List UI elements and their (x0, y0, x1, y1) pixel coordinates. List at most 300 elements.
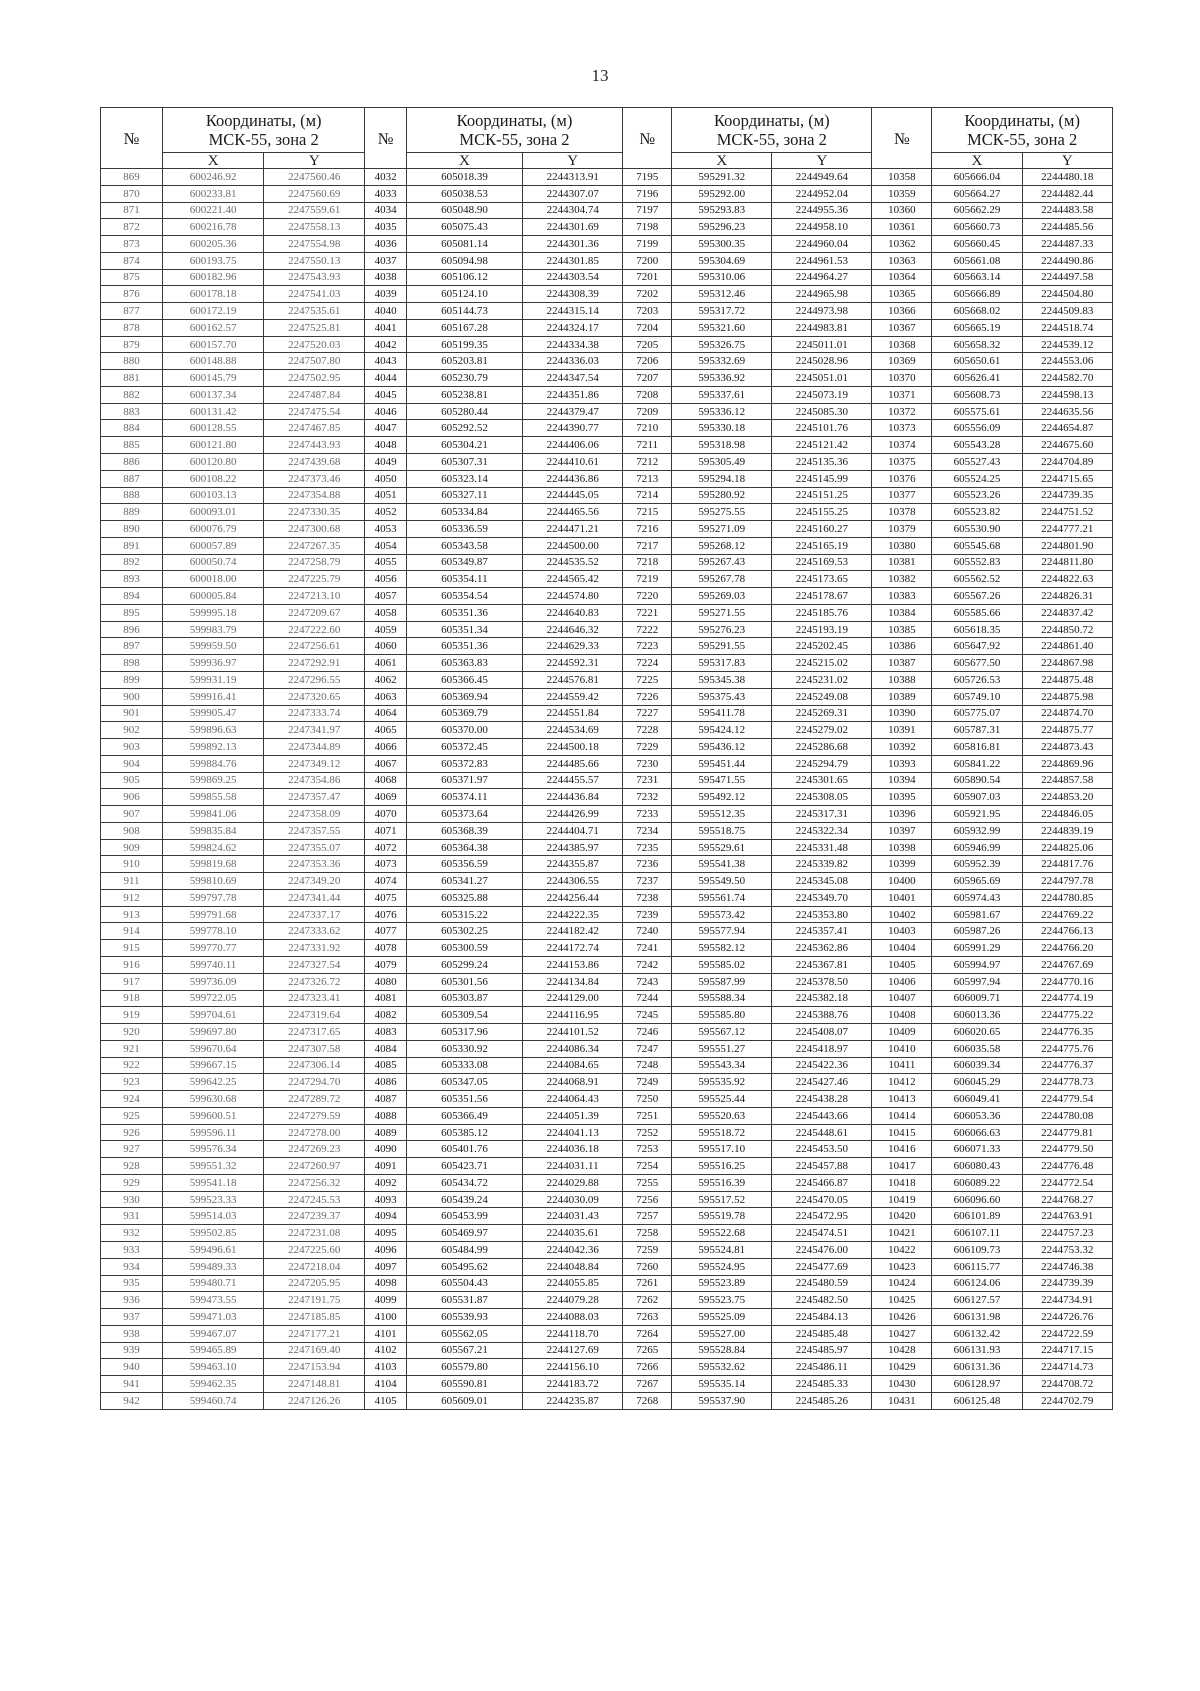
table-row (101, 386, 1113, 403)
coordinates-title: Координаты, (м) (456, 111, 573, 130)
coord-y-cell: 2244445.05 (523, 487, 623, 504)
table-row (101, 940, 1113, 957)
coord-x-cell: 605552.83 (932, 554, 1022, 571)
coord-x-cell: 599496.61 (163, 1242, 264, 1259)
table-row (101, 1225, 1113, 1242)
point-number-cell: 7244 (623, 990, 672, 1007)
point-number-cell: 4071 (365, 822, 406, 839)
point-number-cell: 10389 (872, 688, 932, 705)
coord-y-cell: 2247258.79 (264, 554, 365, 571)
coord-y-cell: 2245011.01 (772, 336, 872, 353)
coord-x-cell: 606128.97 (932, 1376, 1022, 1393)
point-number-cell: 4038 (365, 269, 406, 286)
coord-x-cell: 599722.05 (163, 990, 264, 1007)
coord-x-cell: 605325.88 (406, 889, 522, 906)
coord-x-cell: 605369.79 (406, 705, 522, 722)
coord-x-cell: 605347.05 (406, 1074, 522, 1091)
point-number-cell: 7259 (623, 1242, 672, 1259)
coord-y-cell: 2247443.93 (264, 437, 365, 454)
point-number-cell: 913 (101, 906, 163, 923)
coord-x-cell: 605787.31 (932, 722, 1022, 739)
coord-x-cell: 595529.61 (672, 839, 772, 856)
coord-y-cell: 2247306.14 (264, 1057, 365, 1074)
coord-y-cell: 2244983.81 (772, 319, 872, 336)
point-number-cell: 4104 (365, 1376, 406, 1393)
coord-y-cell: 2244485.56 (1022, 219, 1112, 236)
point-number-cell: 10407 (872, 990, 932, 1007)
coord-x-cell: 599462.35 (163, 1376, 264, 1393)
point-number-cell: 4051 (365, 487, 406, 504)
coord-x-cell: 605504.43 (406, 1275, 522, 1292)
point-number-cell: 4074 (365, 873, 406, 890)
coord-y-cell: 2244301.36 (523, 236, 623, 253)
point-number-cell: 881 (101, 370, 163, 387)
coord-y-cell: 2244235.87 (523, 1392, 623, 1409)
table-row (101, 604, 1113, 621)
coord-y-cell: 2244347.54 (523, 370, 623, 387)
coord-x-cell: 605370.00 (406, 722, 522, 739)
point-number-cell: 7255 (623, 1174, 672, 1191)
coord-x-cell: 605292.52 (406, 420, 522, 437)
coord-y-cell: 2244455.57 (523, 772, 623, 789)
point-number-cell: 10375 (872, 454, 932, 471)
coord-x-cell: 605932.99 (932, 822, 1022, 839)
coord-y-cell: 2247307.58 (264, 1040, 365, 1057)
coord-y-cell: 2244301.69 (523, 219, 623, 236)
coord-x-cell: 595330.18 (672, 420, 772, 437)
point-number-cell: 10378 (872, 504, 932, 521)
coord-x-cell: 599770.77 (163, 940, 264, 957)
coord-y-cell: 2244036.18 (523, 1141, 623, 1158)
coord-x-cell: 600145.79 (163, 370, 264, 387)
point-number-cell: 4097 (365, 1258, 406, 1275)
coord-y-cell: 2244303.54 (523, 269, 623, 286)
coord-y-cell: 2244704.89 (1022, 454, 1112, 471)
coord-x-cell: 599704.61 (163, 1007, 264, 1024)
coord-x-cell: 600005.84 (163, 588, 264, 605)
table-body (101, 169, 1113, 1410)
coord-y-cell: 2247507.80 (264, 353, 365, 370)
coord-x-cell: 599551.32 (163, 1158, 264, 1175)
point-number-cell: 4057 (365, 588, 406, 605)
point-number-cell: 4087 (365, 1091, 406, 1108)
point-number-cell: 10406 (872, 973, 932, 990)
coord-y-cell: 2244598.13 (1022, 386, 1112, 403)
coord-y-cell: 2245476.00 (772, 1242, 872, 1259)
point-number-cell: 910 (101, 856, 163, 873)
point-number-cell: 7257 (623, 1208, 672, 1225)
coord-y-cell: 2244088.03 (523, 1309, 623, 1326)
table-row (101, 739, 1113, 756)
point-number-cell: 7252 (623, 1124, 672, 1141)
point-number-cell: 7232 (623, 789, 672, 806)
point-number-cell: 4064 (365, 705, 406, 722)
point-number-cell: 7210 (623, 420, 672, 437)
table-row (101, 705, 1113, 722)
coord-x-cell: 595588.34 (672, 990, 772, 1007)
point-number-cell: 4045 (365, 386, 406, 403)
coord-y-cell: 2247330.35 (264, 504, 365, 521)
table-row (101, 403, 1113, 420)
point-number-cell: 7237 (623, 873, 672, 890)
point-number-cell: 4099 (365, 1292, 406, 1309)
point-number-cell: 908 (101, 822, 163, 839)
coord-y-cell: 2247487.84 (264, 386, 365, 403)
point-number-cell: 10386 (872, 638, 932, 655)
coord-x-cell: 599667.15 (163, 1057, 264, 1074)
coord-x-cell: 605921.95 (932, 806, 1022, 823)
coord-x-cell: 605081.14 (406, 236, 522, 253)
coord-x-cell: 599463.10 (163, 1359, 264, 1376)
table-row (101, 889, 1113, 906)
coord-x-cell: 595310.06 (672, 269, 772, 286)
point-number-cell: 10398 (872, 839, 932, 856)
coord-x-cell: 595451.44 (672, 755, 772, 772)
coord-x-cell: 599835.84 (163, 822, 264, 839)
coord-y-cell: 2244875.98 (1022, 688, 1112, 705)
coord-y-cell: 2244582.70 (1022, 370, 1112, 387)
point-number-cell: 10424 (872, 1275, 932, 1292)
point-number-cell: 4050 (365, 470, 406, 487)
coord-x-cell: 595275.55 (672, 504, 772, 521)
point-number-cell: 7207 (623, 370, 672, 387)
coord-y-cell: 2244958.10 (772, 219, 872, 236)
coord-y-cell: 2244404.71 (523, 822, 623, 839)
coord-y-cell: 2244801.90 (1022, 537, 1112, 554)
coord-y-cell: 2244465.56 (523, 504, 623, 521)
table-row (101, 1275, 1113, 1292)
coord-x-cell: 595271.55 (672, 604, 772, 621)
point-number-cell: 898 (101, 655, 163, 672)
point-number-cell: 4065 (365, 722, 406, 739)
point-number-cell: 7198 (623, 219, 672, 236)
coord-y-cell: 2244535.52 (523, 554, 623, 571)
coord-x-cell: 595512.35 (672, 806, 772, 823)
coord-x-cell: 600216.78 (163, 219, 264, 236)
coord-x-cell: 605666.04 (932, 169, 1022, 186)
point-number-cell: 882 (101, 386, 163, 403)
point-number-cell: 900 (101, 688, 163, 705)
coord-x-cell: 595336.12 (672, 403, 772, 420)
coord-y-cell: 2245101.76 (772, 420, 872, 437)
column-header-x: X (672, 153, 772, 169)
coord-y-cell: 2244592.31 (523, 655, 623, 672)
coord-y-cell: 2244857.58 (1022, 772, 1112, 789)
coord-x-cell: 599502.85 (163, 1225, 264, 1242)
coord-y-cell: 2244334.38 (523, 336, 623, 353)
coord-x-cell: 605439.24 (406, 1191, 522, 1208)
coord-x-cell: 595492.12 (672, 789, 772, 806)
point-number-cell: 10411 (872, 1057, 932, 1074)
coord-y-cell: 2245486.11 (772, 1359, 872, 1376)
point-number-cell: 10392 (872, 739, 932, 756)
table-row (101, 303, 1113, 320)
coord-y-cell: 2244256.44 (523, 889, 623, 906)
point-number-cell: 10397 (872, 822, 932, 839)
point-number-cell: 7249 (623, 1074, 672, 1091)
point-number-cell: 10366 (872, 303, 932, 320)
coord-x-cell: 605302.25 (406, 923, 522, 940)
coord-y-cell: 2247550.13 (264, 252, 365, 269)
point-number-cell: 7240 (623, 923, 672, 940)
point-number-cell: 10391 (872, 722, 932, 739)
point-number-cell: 7219 (623, 571, 672, 588)
coord-x-cell: 605523.82 (932, 504, 1022, 521)
coord-y-cell: 2244436.86 (523, 470, 623, 487)
coord-y-cell: 2247245.53 (264, 1191, 365, 1208)
coord-x-cell: 606131.98 (932, 1309, 1022, 1326)
point-number-cell: 7233 (623, 806, 672, 823)
point-number-cell: 4048 (365, 437, 406, 454)
coord-x-cell: 605545.68 (932, 537, 1022, 554)
coord-x-cell: 605665.19 (932, 319, 1022, 336)
point-number-cell: 7234 (623, 822, 672, 839)
point-number-cell: 7247 (623, 1040, 672, 1057)
point-number-cell: 4094 (365, 1208, 406, 1225)
coord-x-cell: 595280.92 (672, 487, 772, 504)
coord-y-cell: 2247205.95 (264, 1275, 365, 1292)
coord-y-cell: 2247300.68 (264, 521, 365, 538)
point-number-cell: 4040 (365, 303, 406, 320)
coord-x-cell: 600205.36 (163, 236, 264, 253)
coord-x-cell: 606127.57 (932, 1292, 1022, 1309)
point-number-cell: 930 (101, 1191, 163, 1208)
coord-x-cell: 599855.58 (163, 789, 264, 806)
coord-y-cell: 2247543.93 (264, 269, 365, 286)
coord-y-cell: 2244964.27 (772, 269, 872, 286)
coord-x-cell: 599905.47 (163, 705, 264, 722)
point-number-cell: 4075 (365, 889, 406, 906)
coord-x-cell: 605075.43 (406, 219, 522, 236)
point-number-cell: 4080 (365, 973, 406, 990)
point-number-cell: 10384 (872, 604, 932, 621)
column-header-coordinates (932, 108, 1113, 153)
point-number-cell: 10387 (872, 655, 932, 672)
coord-y-cell: 2247153.94 (264, 1359, 365, 1376)
coord-y-cell: 2244770.16 (1022, 973, 1112, 990)
point-number-cell: 4063 (365, 688, 406, 705)
coord-x-cell: 605303.87 (406, 990, 522, 1007)
coord-y-cell: 2247341.97 (264, 722, 365, 739)
coord-y-cell: 2244055.85 (523, 1275, 623, 1292)
coord-x-cell: 605315.22 (406, 906, 522, 923)
coord-x-cell: 606115.77 (932, 1258, 1022, 1275)
coord-x-cell: 605527.43 (932, 454, 1022, 471)
coord-y-cell: 2245051.01 (772, 370, 872, 387)
coord-x-cell: 605330.92 (406, 1040, 522, 1057)
coord-y-cell: 2247349.20 (264, 873, 365, 890)
table-row (101, 655, 1113, 672)
table-row (101, 1309, 1113, 1326)
coord-x-cell: 599460.74 (163, 1392, 264, 1409)
coord-y-cell: 2244471.21 (523, 521, 623, 538)
coord-x-cell: 606125.48 (932, 1392, 1022, 1409)
coord-x-cell: 605144.73 (406, 303, 522, 320)
coord-y-cell: 2247231.08 (264, 1225, 365, 1242)
point-number-cell: 4047 (365, 420, 406, 437)
coord-x-cell: 599892.13 (163, 739, 264, 756)
coord-x-cell: 595525.09 (672, 1309, 772, 1326)
coord-x-cell: 600157.70 (163, 336, 264, 353)
coord-x-cell: 605167.28 (406, 319, 522, 336)
point-number-cell: 7205 (623, 336, 672, 353)
table-row (101, 973, 1113, 990)
point-number-cell: 877 (101, 303, 163, 320)
coord-y-cell: 2245339.82 (772, 856, 872, 873)
point-number-cell: 923 (101, 1074, 163, 1091)
point-number-cell: 7256 (623, 1191, 672, 1208)
coord-x-cell: 595436.12 (672, 739, 772, 756)
coord-x-cell: 605647.92 (932, 638, 1022, 655)
point-number-cell: 7200 (623, 252, 672, 269)
point-number-cell: 935 (101, 1275, 163, 1292)
coord-x-cell: 605609.01 (406, 1392, 522, 1409)
point-number-cell: 4076 (365, 906, 406, 923)
point-number-cell: 7222 (623, 621, 672, 638)
header-row-axes (101, 153, 1113, 169)
coord-y-cell: 2245357.41 (772, 923, 872, 940)
point-number-cell: 4055 (365, 554, 406, 571)
coord-x-cell: 599697.80 (163, 1024, 264, 1041)
coord-x-cell: 605371.97 (406, 772, 522, 789)
point-number-cell: 920 (101, 1024, 163, 1041)
coord-y-cell: 2245470.05 (772, 1191, 872, 1208)
point-number-cell: 10362 (872, 236, 932, 253)
coord-y-cell: 2245028.96 (772, 353, 872, 370)
coord-y-cell: 2245418.97 (772, 1040, 872, 1057)
table-row (101, 370, 1113, 387)
coord-x-cell: 599959.50 (163, 638, 264, 655)
coord-x-cell: 605203.81 (406, 353, 522, 370)
coord-x-cell: 605301.56 (406, 973, 522, 990)
coord-x-cell: 606035.58 (932, 1040, 1022, 1057)
table-row (101, 822, 1113, 839)
coord-y-cell: 2245453.50 (772, 1141, 872, 1158)
point-number-cell: 4056 (365, 571, 406, 588)
coord-x-cell: 595537.90 (672, 1392, 772, 1409)
point-number-cell: 933 (101, 1242, 163, 1259)
point-number-cell: 870 (101, 185, 163, 202)
coord-y-cell: 2245151.25 (772, 487, 872, 504)
page-number: 13 (591, 66, 609, 85)
point-number-cell: 4068 (365, 772, 406, 789)
coord-y-cell: 2247296.55 (264, 671, 365, 688)
point-number-cell: 7218 (623, 554, 672, 571)
point-number-cell: 7262 (623, 1292, 672, 1309)
coord-x-cell: 605556.09 (932, 420, 1022, 437)
coord-y-cell: 2244500.00 (523, 537, 623, 554)
point-number-cell: 7228 (623, 722, 672, 739)
coord-x-cell: 605562.05 (406, 1325, 522, 1342)
table-row (101, 420, 1113, 437)
point-number-cell: 10422 (872, 1242, 932, 1259)
point-number-cell: 10363 (872, 252, 932, 269)
point-number-cell: 10427 (872, 1325, 932, 1342)
point-number-cell: 10402 (872, 906, 932, 923)
coord-y-cell: 2244853.20 (1022, 789, 1112, 806)
coord-y-cell: 2245249.08 (772, 688, 872, 705)
coord-x-cell: 605280.44 (406, 403, 522, 420)
coord-x-cell: 595524.95 (672, 1258, 772, 1275)
coord-y-cell: 2244379.47 (523, 403, 623, 420)
coord-y-cell: 2245345.08 (772, 873, 872, 890)
coord-x-cell: 599797.78 (163, 889, 264, 906)
coord-x-cell: 599642.25 (163, 1074, 264, 1091)
coord-x-cell: 595267.78 (672, 571, 772, 588)
coord-y-cell: 2244779.81 (1022, 1124, 1112, 1141)
point-number-cell: 10393 (872, 755, 932, 772)
coord-x-cell: 595267.43 (672, 554, 772, 571)
coord-y-cell: 2247520.03 (264, 336, 365, 353)
coord-y-cell: 2244182.42 (523, 923, 623, 940)
table-row (101, 269, 1113, 286)
coord-y-cell: 2245382.18 (772, 990, 872, 1007)
point-number-cell: 4037 (365, 252, 406, 269)
coord-y-cell: 2244551.84 (523, 705, 623, 722)
coord-x-cell: 605579.80 (406, 1359, 522, 1376)
point-number-cell: 919 (101, 1007, 163, 1024)
table-row (101, 1124, 1113, 1141)
coord-y-cell: 2247267.35 (264, 537, 365, 554)
coord-x-cell: 595585.80 (672, 1007, 772, 1024)
point-number-cell: 10394 (872, 772, 932, 789)
point-number-cell: 907 (101, 806, 163, 823)
coord-y-cell: 2245438.28 (772, 1091, 872, 1108)
coord-x-cell: 599778.10 (163, 923, 264, 940)
coord-x-cell: 605423.71 (406, 1158, 522, 1175)
coord-x-cell: 600128.55 (163, 420, 264, 437)
point-number-cell: 7229 (623, 739, 672, 756)
coord-y-cell: 2247357.47 (264, 789, 365, 806)
point-number-cell: 7231 (623, 772, 672, 789)
coord-y-cell: 2245269.31 (772, 705, 872, 722)
point-number-cell: 938 (101, 1325, 163, 1342)
point-number-cell: 871 (101, 202, 163, 219)
coord-y-cell: 2245480.59 (772, 1275, 872, 1292)
point-number-cell: 880 (101, 353, 163, 370)
table-row (101, 236, 1113, 253)
table-row (101, 806, 1113, 823)
coord-x-cell: 599596.11 (163, 1124, 264, 1141)
point-number-cell: 902 (101, 722, 163, 739)
coord-y-cell: 2244708.72 (1022, 1376, 1112, 1393)
table-row (101, 252, 1113, 269)
table-row (101, 688, 1113, 705)
coord-x-cell: 606131.93 (932, 1342, 1022, 1359)
coord-y-cell: 2247148.81 (264, 1376, 365, 1393)
coord-y-cell: 2244574.80 (523, 588, 623, 605)
coord-x-cell: 606053.36 (932, 1107, 1022, 1124)
point-number-cell: 906 (101, 789, 163, 806)
table-row (101, 521, 1113, 538)
table-row (101, 1208, 1113, 1225)
coord-x-cell: 599995.18 (163, 604, 264, 621)
point-number-cell: 4103 (365, 1359, 406, 1376)
coord-x-cell: 605018.39 (406, 169, 522, 186)
point-number-cell: 4033 (365, 185, 406, 202)
coord-y-cell: 2245308.05 (772, 789, 872, 806)
coord-x-cell: 600121.80 (163, 437, 264, 454)
coord-x-cell: 606109.73 (932, 1242, 1022, 1259)
coord-x-cell: 605608.73 (932, 386, 1022, 403)
table-row (101, 1359, 1113, 1376)
point-number-cell: 10385 (872, 621, 932, 638)
coord-x-cell: 599896.63 (163, 722, 264, 739)
point-number-cell: 891 (101, 537, 163, 554)
point-number-cell: 7253 (623, 1141, 672, 1158)
coord-y-cell: 2245474.51 (772, 1225, 872, 1242)
coord-x-cell: 595587.99 (672, 973, 772, 990)
